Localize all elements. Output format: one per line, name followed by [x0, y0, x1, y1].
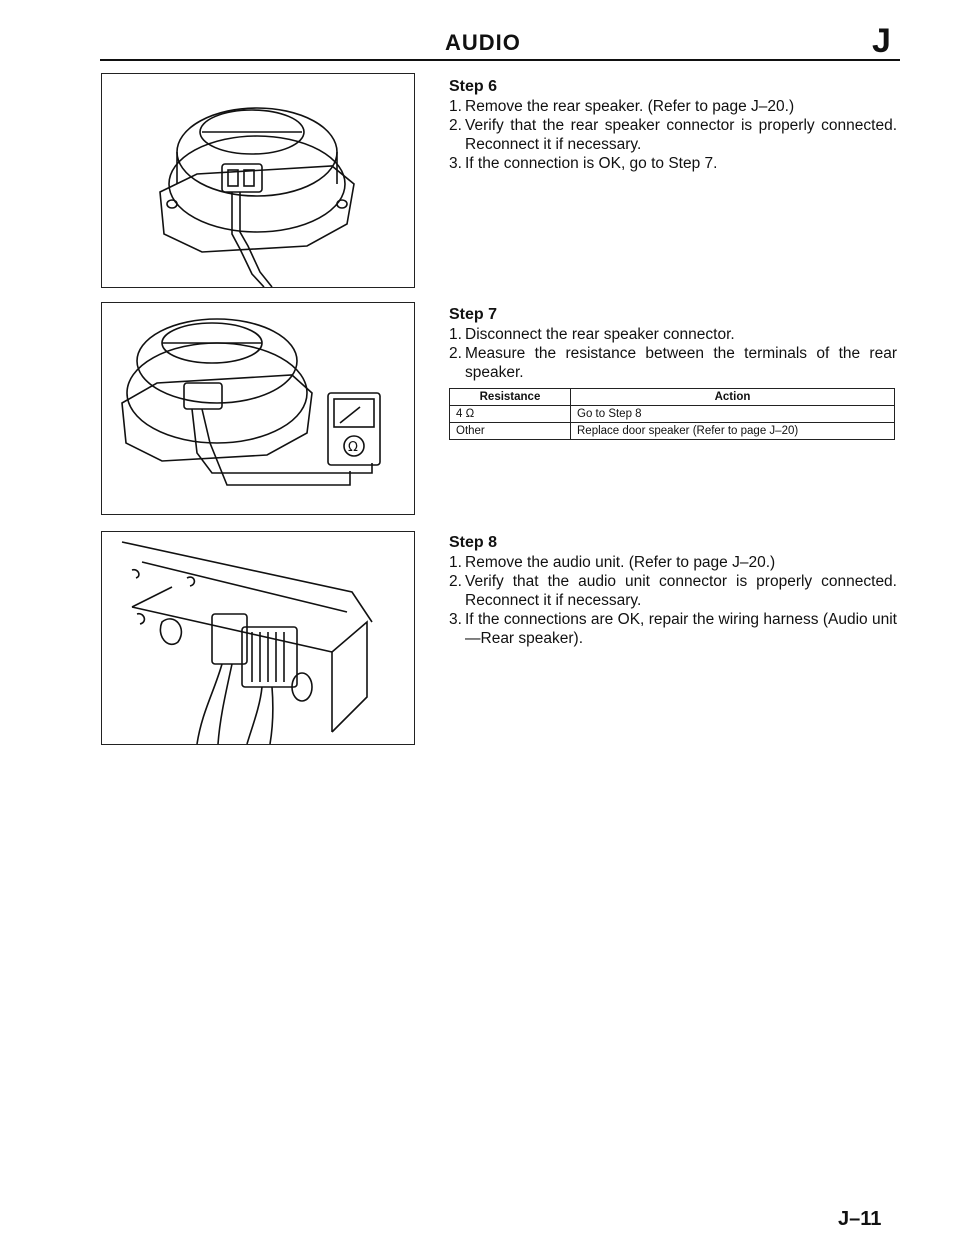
- column-header: Resistance: [450, 389, 571, 406]
- list-item: 3. If the connection is OK, go to Step 7.: [449, 155, 718, 172]
- list-item: 3. If the connections are OK, repair the wiring harness (Audio unit—Rear speaker).: [449, 611, 897, 647]
- list-item: 2. Verify that the rear speaker connector is properly connected. Reconnect it if necessary.: [449, 117, 897, 153]
- table-cell: 4 Ω: [450, 406, 571, 423]
- resistance-table: [449, 388, 895, 440]
- step-title: Step 8: [449, 534, 498, 551]
- section-title: AUDIO: [445, 30, 521, 55]
- step-title: Step 6: [449, 78, 498, 95]
- step-6: [449, 77, 897, 173]
- list-item: 1. Remove the audio unit. (Refer to page J–20.): [449, 554, 776, 571]
- step-list: [449, 325, 897, 382]
- step-title: Step 7: [449, 306, 498, 323]
- page-number: J–11: [838, 1208, 882, 1230]
- ohm-symbol: Ω: [348, 440, 358, 455]
- figure-audio-unit-connector: [101, 531, 415, 745]
- step-8: [449, 533, 897, 648]
- table-row: [450, 406, 895, 423]
- list-item: 1. Disconnect the rear speaker connector.: [449, 326, 735, 343]
- step-7: [449, 305, 897, 382]
- rear-speaker-connector-illustration-icon: [102, 74, 414, 287]
- section-letter: J: [872, 22, 891, 60]
- step-list: [449, 553, 897, 648]
- column-header: Action: [571, 389, 895, 406]
- speaker-ohmmeter-illustration-icon: [102, 303, 414, 514]
- figure-rear-speaker-connector: [101, 73, 415, 288]
- audio-unit-connector-illustration-icon: [102, 532, 414, 744]
- figure-speaker-ohmmeter: [101, 302, 415, 515]
- list-item: 2. Measure the resistance between the terminals of the rear speaker.: [449, 345, 897, 381]
- list-item: 2. Verify that the audio unit connector is properly connected. Reconnect it if necessary.: [449, 573, 897, 609]
- table-row: [450, 423, 895, 440]
- table-cell: Other: [450, 423, 571, 440]
- table-cell: Go to Step 8: [571, 406, 895, 423]
- table-header-row: [450, 389, 895, 406]
- table-cell: Replace door speaker (Refer to page J–20): [571, 423, 895, 440]
- header-rule: [100, 59, 900, 61]
- list-item: 1. Remove the rear speaker. (Refer to page J–20.): [449, 98, 795, 115]
- step-list: [449, 97, 897, 173]
